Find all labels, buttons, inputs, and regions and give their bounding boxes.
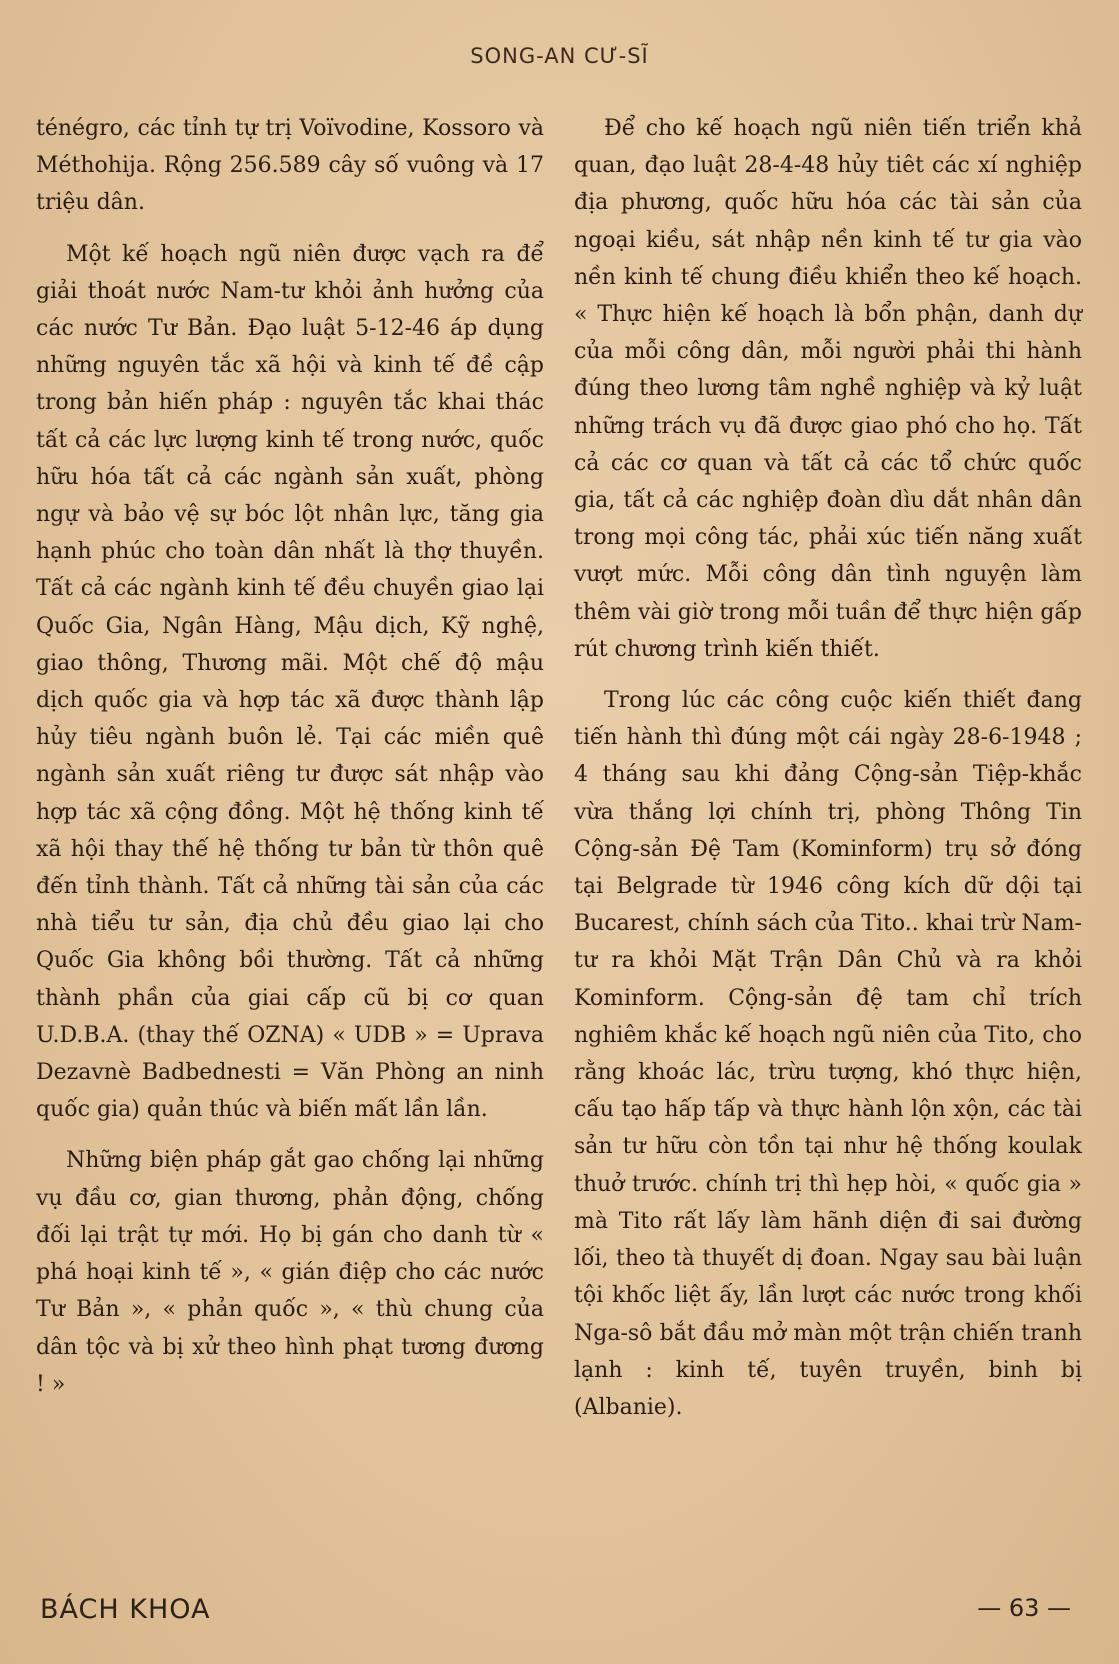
paragraph: Những biện pháp gắt gao chống lại những vụ đầu cơ, gian thương, phản động, chống đối lại trật tự mới. Họ bị gán cho danh từ « phá hoại kinh tế », « gián điệp cho các nước Tư Bản », « phản quốc », « thù chung của dân tộc và bị xử theo hình phạt tương đương ! » <box>36 1148 544 1397</box>
paragraph: ténégro, các tỉnh tự trị Voïvodine, Kossoro và Méthohija. Rộng 256.589 cây số vuông và 17 triệu dân. <box>36 116 544 216</box>
left-column <box>36 110 544 1417</box>
paragraph: Trong lúc các công cuộc kiến thiết đang tiến hành thì đúng một cái ngày 28-6-1948 ; 4 tháng sau khi đảng Cộng-sản Tiệp-khắc vừa thắng lợi chính trị, phòng Thông Tin Cộng-sản Đệ Tam (Kominform) trụ sở đóng tại Belgrade từ 1946 công kích dữ dội tại Bucarest, chính sách của Tito.. khai trừ Nam-tư ra khỏi Mặt Trận Dân Chủ và ra khỏi Kominform. Cộng-sản đệ tam chỉ trích nghiêm khắc kế hoạch ngũ niên của Tito, cho rằng khoác lác, trừu tượng, khó thực hiện, cấu tạo hấp tấp và thực hành lộn xộn, các tài sản tư hữu còn tồn tại như hệ thống koulak thuở trước. chính trị thì hẹp hòi, « quốc gia » mà Tito rất lấy làm hãnh diện đi sai đường lối, theo tà thuyết dị đoan. Ngay sau bài luận tội khốc liệt ấy, lần lượt các nước trong khối Nga-sô bắt đầu mở màn một trận chiến tranh lạnh : kinh tế, tuyên truyền, binh bị (Albanie). <box>574 688 1082 1420</box>
right-column <box>574 110 1082 1440</box>
paragraph: Một kế hoạch ngũ niên được vạch ra để giải thoát nước Nam-tư khỏi ảnh hưởng của các nước Tư Bản. Đạo luật 5-12-46 áp dụng những nguyên tắc xã hội và kinh tế đề cập trong bản hiến pháp : nguyên tắc khai thác tất cả các lực lượng kinh tế trong nước, quốc hữu hóa tất cả các ngành sản xuất, phòng ngự và bảo vệ sự bóc lột nhân lực, tăng gia hạnh phúc cho toàn dân nhất là thợ thuyền. Tất cả các ngành kinh tế đều chuyền giao lại Quốc Gia, Ngân Hàng, Mậu dịch, Kỹ nghệ, giao thông, Thương mãi. Một chế độ mậu dịch quốc gia và hợp tác xã được thành lập hủy tiêu ngành buôn lẻ. Tại các miền quê ngành sản xuất riêng tư được sát nhập vào hợp tác xã cộng đồng. Một hệ thống kinh tế xã hội thay thế hệ thống tư bản từ thôn quê đến tỉnh thành. Tất cả những tài sản của các nhà tiểu tư sản, địa chủ đều giao lại cho Quốc Gia không bồi thường. Tất cả những thành phần của giai cấp cũ bị cơ quan U.D.B.A. (thay thế OZNA) « UDB » = Uprava Dezavnè Badbednesti = Văn Phòng an ninh quốc gia) quản thúc và biến mất lần lần. <box>36 241 544 1123</box>
running-header: SONG-AN CƯ-SĨ <box>470 44 649 68</box>
page-number: — 63 — <box>977 1594 1071 1622</box>
paragraph: Để cho kế hoạch ngũ niên tiến triển khả quan, đạo luật 28-4-48 hủy tiêt các xí nghiệp địa phương, quốc hữu hóa các tài sản của ngoại kiều, sát nhập nền kinh tế tư gia vào nền kinh tế chung điều khiển theo kế hoạch. « Thực hiện kế hoạch là bổn phận, danh dự của mỗi công dân, mỗi người phải thi hành đúng theo lương tâm nghề nghiệp và kỷ luật những trách vụ đã được giao phó cho họ. Tất cả các cơ quan và tất cả các tổ chức quốc gia, tất cả các nghiệp đoàn dìu dắt nhân dân trong mọi công tác, phải xúc tiến năng xuất vượt mức. Mỗi công dân tình nguyện làm thêm vài giờ trong mỗi tuần để thực hiện gấp rút chương trình kiến thiết. <box>574 116 1082 662</box>
magazine-name: BÁCH KHOA <box>40 1594 211 1625</box>
